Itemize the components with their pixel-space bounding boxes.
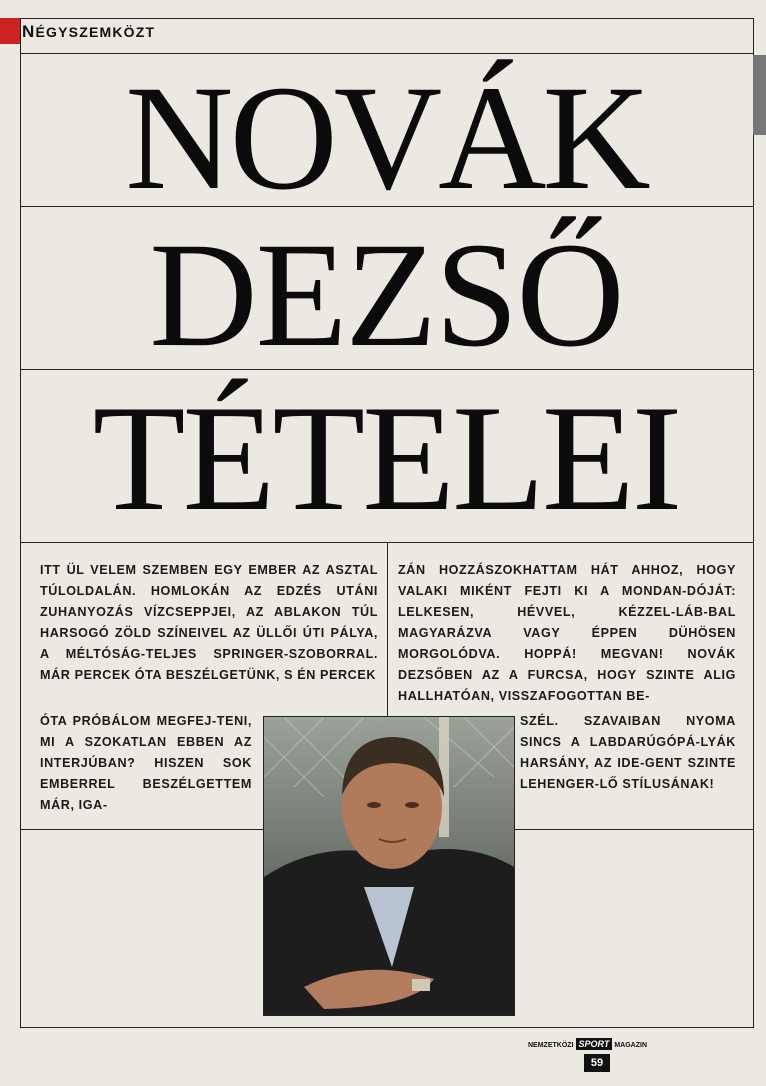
section-label	[22, 22, 155, 42]
title-line-2: DEZSŐ	[149, 212, 623, 378]
brand-right-word: MAGAZIN	[614, 1042, 648, 1049]
title-line-1: NOVÁK	[125, 55, 647, 221]
portrait-illustration	[264, 717, 514, 1015]
section-color-tag	[0, 18, 20, 44]
section-label-rest: ÉGYSZEMKÖZT	[35, 24, 156, 40]
brand-sport-logo: SPORT	[576, 1038, 613, 1050]
top-rule	[20, 18, 753, 19]
article-left-column	[40, 560, 378, 686]
frame-right	[753, 18, 754, 1028]
column-divider	[387, 542, 388, 716]
article-right-column	[398, 560, 736, 707]
article-left-narrow-column	[40, 711, 252, 816]
section-label-initial: N	[22, 22, 36, 41]
header-rule	[20, 53, 753, 54]
article-left-paragraph: ITT ÜL VELEM SZEMBEN EGY EMBER AZ ASZTAL TÚLOLDALÁN. HOMLOKÁN AZ EDZÉS UTÁNI ZUHANYOZÁS VÍZCSEPPJEI, AZ ABLAKON TÚL HARSOGÓ ZÖLD SZÍNEIVEL AZ ÜLLŐI ÚTI PÁLYA, A MÉLTÓSÁG-TELJES SPRINGER-SZOBORRAL. MÁR PERCEK ÓTA BESZÉLGETÜNK, S ÉN PERCEK	[40, 563, 378, 682]
article-right-narrow-paragraph: SZÉL. SZAVAIBAN NYOMA SINCS A LABDARÚGÓPÁ-LYÁK HARSÁNY, AZ IDE-GENT SZINTE LEHENGER-LŐ STÍLUSÁNAK!	[520, 714, 736, 791]
article-right-paragraph: ZÁN HOZZÁSZOKHATTAM HÁT AHHOZ, HOGY VALAKI MIKÉNT FEJTI KI A MONDAN-DÓJÁT: LELKESEN, HÉVVEL, KÉZZEL-LÁB-BAL MAGYARÁZVA VAGY ÉPPEN DÜHÖSEN MORGOLÓDVA. HOPPÁ! MEGVAN! NOVÁK DEZSŐBEN AZ A FURCSA, HOGY SZINTE ALIG HALLHATÓAN, VISSZAFOGOTTAN BE-	[398, 563, 736, 703]
text-rule-mid	[20, 829, 263, 830]
portrait-photo	[263, 716, 515, 1016]
title-line-3: TÉTELEI	[92, 374, 680, 542]
page-edge-tab	[753, 55, 766, 135]
article-left-narrow-paragraph: ÓTA PRÓBÁLOM MEGFEJ-TENI, MI A SZOKATLAN EBBEN AZ INTERJÚBAN? HISZEN SOK EMBERREL BESZÉLGETTEM MÁR, IGA-	[40, 714, 252, 812]
brand-left-word: NEMZETKÖZI	[528, 1042, 574, 1049]
page-number: 59	[584, 1054, 610, 1072]
text-rule-mid-right	[513, 829, 753, 830]
bottom-rule	[20, 1027, 753, 1028]
article-right-narrow-column	[520, 711, 736, 795]
magazine-brand	[528, 1038, 647, 1050]
